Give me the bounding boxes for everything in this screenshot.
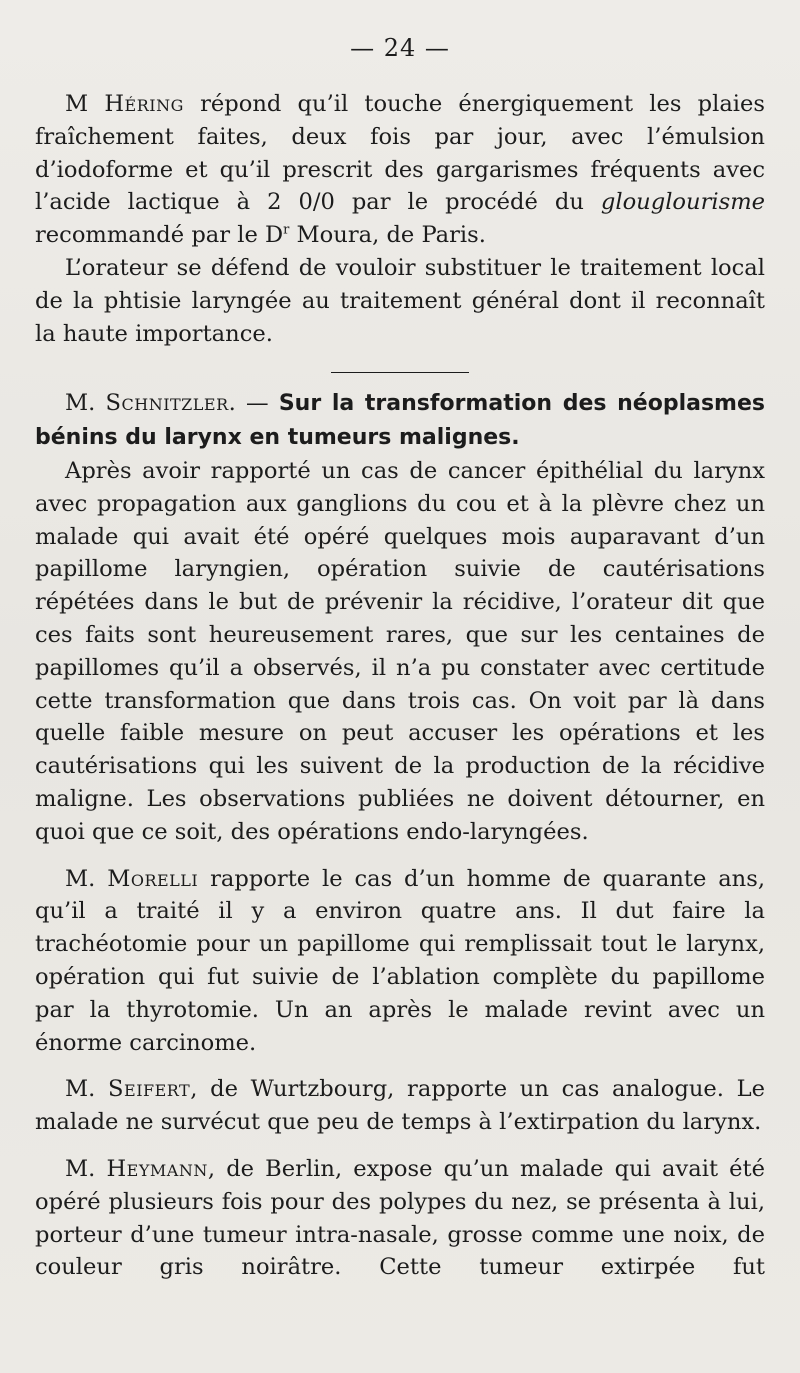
- body-text: [35, 88, 765, 1284]
- paragraph-heymann: [35, 1153, 765, 1284]
- paragraph-text: répond qu’il touche énergiquement les plaies fraîchement faites, deux fois par jour, avec l’émulsion d’iodoforme et qu’il prescrit des gargarismes fréquents avec l’acide lactique à 2 0/0 par le procédé du: [35, 91, 765, 216]
- superscript: r: [283, 222, 290, 238]
- speaker-prefix: M.: [65, 865, 108, 892]
- paragraph-text: recommandé par le D: [35, 222, 284, 249]
- paragraph-text: , de Wurtzbourg, rapporte un cas analogue. Le malade ne survécut que peu de temps à l’extirpation du larynx.: [35, 1076, 765, 1136]
- italic-term: glouglourisme: [600, 189, 765, 216]
- section-title: Sur la transformation des néoplasmes bénins du larynx en tumeurs malignes.: [35, 391, 765, 451]
- paragraph-schnitzler-heading: [35, 387, 765, 455]
- speaker-prefix: M.: [65, 1076, 109, 1103]
- section-divider: [331, 372, 469, 373]
- speaker-prefix: M.: [65, 390, 106, 417]
- speaker-name: Seifert: [108, 1076, 191, 1103]
- paragraph-text: , de Berlin, expose qu’un malade qui avait été opéré plusieurs fois pour des polypes du nez, se présenta à lui, porteur d’une tumeur intra-nasale, grosse comme une noix, de couleur gris noirâtre. Cette tumeur extirpée fut: [35, 1155, 765, 1281]
- speaker-name: Schnitzler: [105, 390, 229, 417]
- speaker-prefix: M: [65, 91, 105, 117]
- paragraph-orateur: L’orateur se défend de vouloir substituer le traitement local de la phtisie laryngée au traitement général dont il reconnaît la haute importance.: [35, 254, 765, 347]
- speaker-name: Heymann: [106, 1155, 208, 1182]
- paragraph-text: rapporte le cas d’un homme de quarante ans, qu’il a traité il y a environ quatre ans. Il dut faire la trachéotomie pour un papillome qui remplissait tout le larynx, opération qui fut suivie de l’ablation complète du papillome par la thyrotomie. Un an après le malade revint avec un énorme carcinome.: [35, 865, 765, 1056]
- page-number: — 24 —: [350, 34, 450, 62]
- speaker-name: Morelli: [107, 865, 199, 892]
- paragraph-seifert: [35, 1073, 765, 1139]
- speaker-prefix: M.: [65, 1155, 107, 1182]
- paragraph-hering: [35, 88, 765, 252]
- paragraph-morelli: [35, 863, 765, 1060]
- paragraph-text: Moura, de Paris.: [289, 222, 486, 249]
- paragraph-schnitzler-body: Après avoir rapporté un cas de cancer épithélial du larynx avec propagation aux ganglions du cou et à la plèvre chez un malade qui avait été opéré quelques mois auparavant d’un papillome laryngien, opération suivie de cautérisations répétées dans le but de prévenir la récidive, l’orateur dit que ces faits sont heureusement rares, que sur les centaines de papillomes qu’il a observés, il n’a pu constater avec certitude cette transformation que dans trois cas. On voit par là dans quelle faible mesure on peut accuser les opérations et les cautérisations qui les suivent de la production de la récidive maligne. Les observations publiées ne doivent détourner, en quoi que ce soit, des opérations endo-laryngées.: [35, 457, 765, 845]
- dash: . —: [228, 390, 279, 417]
- speaker-name: Héring: [104, 91, 184, 117]
